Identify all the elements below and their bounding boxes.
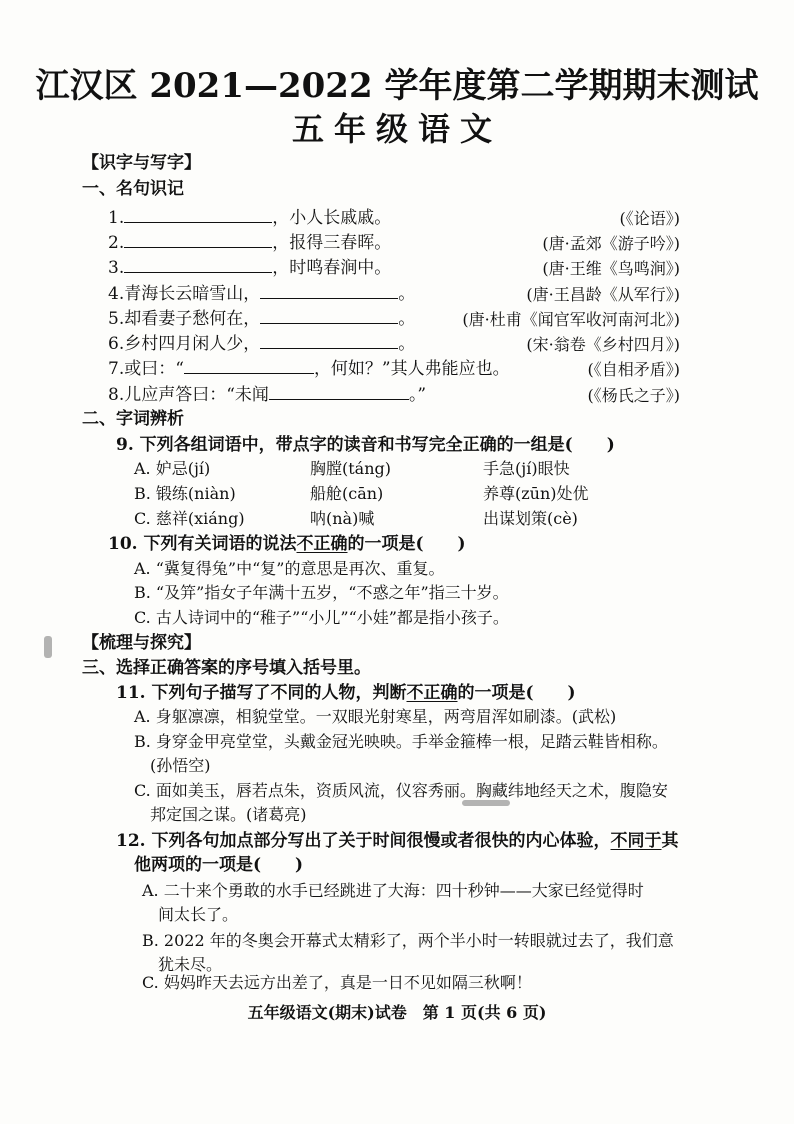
recall-item-4: 4.青海长云暗雪山， 。 bbox=[108, 284, 416, 304]
q9-option-c-1[interactable]: C. 慈祥(xiáng) bbox=[134, 509, 245, 528]
exam-title: 江汉区 2021—2022 学年度第二学期期末测试 bbox=[35, 66, 759, 106]
q9-option-c-2: 呐(nà)喊 bbox=[310, 509, 375, 528]
recall-item-6: 6.乡村四月闲人少， 。 bbox=[108, 334, 416, 354]
q12-option-c[interactable]: C. 妈妈昨天去远方出差了，真是一日不见如隔三秋啊！ bbox=[142, 973, 532, 992]
page-footer: 五年级语文(期末)试卷 第 1 页(共 6 页) bbox=[247, 1003, 547, 1022]
recall-item-3: 3. ，时鸣春涧中。 bbox=[108, 258, 392, 278]
q10-option-c[interactable]: C. 古人诗词中的“稚子”“小儿”“小娃”都是指小孩子。 bbox=[134, 608, 509, 627]
recall-source-3: (唐·王维《鸟鸣涧》) bbox=[542, 259, 680, 278]
section-heading-explore: 【梳理与探究】 bbox=[82, 633, 201, 653]
q9-option-a-1[interactable]: A. 妒忌(jí) bbox=[134, 459, 211, 478]
recall-source-2: (唐·孟郊《游子吟》) bbox=[542, 234, 680, 253]
recall-source-8: (《杨氏之子》) bbox=[587, 386, 680, 405]
q12-option-b[interactable]: B. 2022 年的冬奥会开幕式太精彩了，两个半小时一转眼就过去了，我们意 bbox=[142, 931, 674, 950]
answer-blank[interactable] bbox=[260, 332, 398, 349]
recall-item-5: 5.却看妻子愁何在， 。 bbox=[108, 309, 416, 329]
question-12-stem: 12. 下列各句加点部分写出了关于时间很慢或者很快的内心体验，不同于其 bbox=[116, 831, 679, 851]
answer-blank[interactable] bbox=[260, 282, 398, 299]
part3-title: 三、选择正确答案的序号填入括号里。 bbox=[82, 658, 371, 678]
q10-option-a[interactable]: A. “冀复得兔”中“复”的意思是再次、重复。 bbox=[134, 559, 445, 578]
answer-blank[interactable] bbox=[184, 357, 314, 374]
question-9-stem: 9. 下列各组词语中，带点字的读音和书写完全正确的一组是( ) bbox=[116, 435, 615, 455]
scan-smudge bbox=[462, 800, 510, 806]
answer-blank[interactable] bbox=[124, 231, 272, 248]
scan-smudge bbox=[44, 636, 52, 658]
question-10-stem: 10. 下列有关词语的说法不正确的一项是( ) bbox=[108, 534, 466, 554]
q12-option-a-cont: 间太长了。 bbox=[158, 905, 239, 924]
recall-item-1: 1. ，小人长戚戚。 bbox=[108, 208, 392, 228]
recall-source-4: (唐·王昌龄《从军行》) bbox=[526, 285, 680, 304]
part1-title: 一、名句识记 bbox=[82, 179, 184, 199]
recall-source-1: (《论语》) bbox=[619, 209, 680, 228]
section-heading-literacy: 【识字与写字】 bbox=[82, 153, 201, 173]
q12-option-a[interactable]: A. 二十来个勇敢的水手已经跳进了大海：四十秒钟——大家已经觉得时 bbox=[142, 881, 644, 900]
question-12-stem-cont: 他两项的一项是( ) bbox=[134, 855, 304, 875]
q9-option-a-2: 胸膛(táng) bbox=[310, 459, 392, 478]
question-11-stem: 11. 下列句子描写了不同的人物，判断不正确的一项是( ) bbox=[116, 683, 576, 703]
recall-item-2: 2. ，报得三春晖。 bbox=[108, 233, 392, 253]
answer-blank[interactable] bbox=[124, 256, 272, 273]
answer-blank[interactable] bbox=[260, 307, 398, 324]
q12-option-b-cont: 犹未尽。 bbox=[158, 955, 223, 974]
q9-option-b-1[interactable]: B. 锻练(niàn) bbox=[134, 484, 236, 503]
q9-option-b-2: 船舱(cān) bbox=[310, 484, 384, 503]
recall-source-6: (宋·翁卷《乡村四月》) bbox=[526, 335, 680, 354]
q9-option-a-3: 手急(jí)眼快 bbox=[483, 459, 570, 478]
exam-subtitle: 五年级语文 bbox=[291, 110, 502, 148]
q11-option-a[interactable]: A. 身躯凛凛，相貌堂堂。一双眼光射寒星，两弯眉浑如刷漆。(武松) bbox=[134, 707, 617, 726]
recall-source-5: (唐·杜甫《闻官军收河南河北》) bbox=[462, 310, 680, 329]
part2-title: 二、字词辨析 bbox=[82, 409, 184, 429]
q11-option-b[interactable]: B. 身穿金甲亮堂堂，头戴金冠光映映。手举金箍棒一根，足踏云鞋皆相称。 bbox=[134, 732, 668, 751]
q10-option-b[interactable]: B. “及笄”指女子年满十五岁，“不惑之年”指三十岁。 bbox=[134, 583, 509, 602]
answer-blank[interactable] bbox=[124, 206, 272, 223]
q11-option-c[interactable]: C. 面如美玉，唇若点朱，资质风流，仪容秀丽。胸藏纬地经天之术，腹隐安 bbox=[134, 781, 668, 800]
q9-option-b-3: 养尊(zūn)处优 bbox=[483, 484, 589, 503]
recall-item-7: 7.或曰：“ ，何如？”其人弗能应也。 bbox=[108, 359, 510, 379]
q9-option-c-3: 出谋划策(cè) bbox=[483, 509, 578, 528]
q11-option-c-cont: 邦定国之谋。(诸葛亮) bbox=[150, 805, 307, 824]
q11-option-b-cont: (孙悟空) bbox=[150, 756, 211, 775]
recall-source-7: (《自相矛盾》) bbox=[587, 360, 680, 379]
answer-blank[interactable] bbox=[269, 383, 409, 400]
recall-item-8: 8.儿应声答曰：“未闻 。” bbox=[108, 385, 427, 405]
